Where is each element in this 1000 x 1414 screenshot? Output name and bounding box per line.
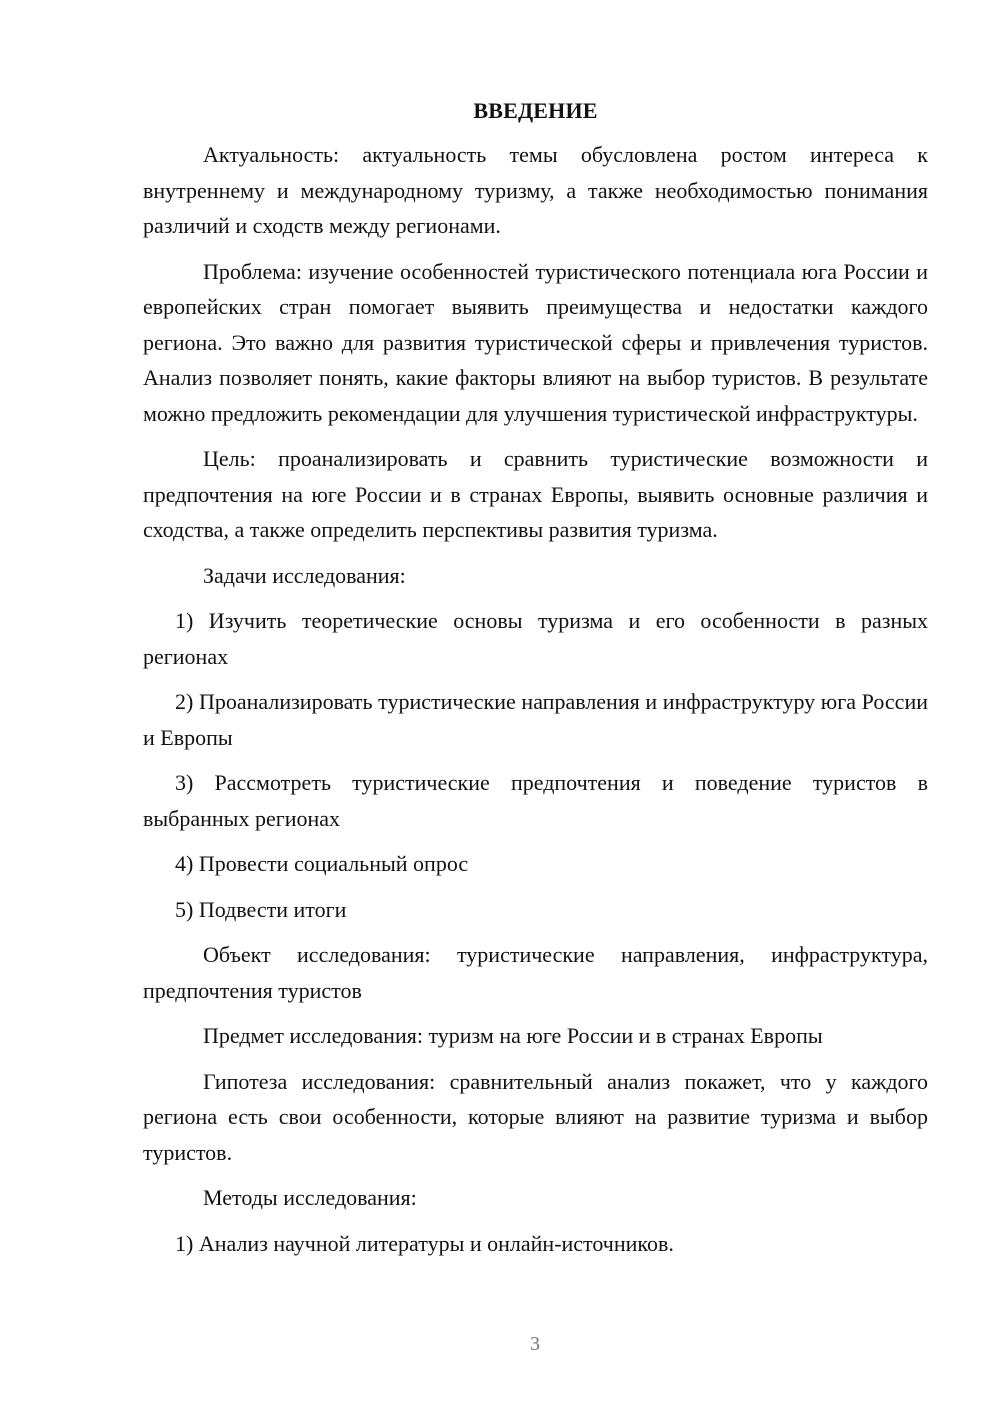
task-item: 3) Рассмотреть туристические предпочтения и поведение туристов в выбранных регионах bbox=[143, 770, 928, 831]
task-item: 2) Проанализировать туристические направления и инфраструктуру юга России и Европы bbox=[143, 689, 928, 750]
object-paragraph: Объект исследования: туристические направления, инфраструктура, предпочтения туристов bbox=[143, 942, 928, 1003]
page-number: 3 bbox=[530, 1333, 540, 1355]
goal-paragraph: Цель: проанализировать и сравнить туристические возможности и предпочтения на юге России и в странах Европы, выявить основные различия и сходства, а также определить перспективы развития туризма. bbox=[143, 446, 928, 542]
subject-paragraph: Предмет исследования: туризм на юге России и в странах Европы bbox=[203, 1023, 823, 1048]
method-item: 1) Анализ научной литературы и онлайн-источников. bbox=[175, 1230, 674, 1256]
problem-paragraph: Проблема: изучение особенностей туристического потенциала юга России и европейских стран помогает выявить преимущества и недостатки каждого региона. Это важно для развития туристической сферы и привлечения туристов. Анализ позволяет понять, какие факторы влияют на выбор туристов. В результате можно предложить рекомендации для улучшения туристической инфраструктуры. bbox=[143, 258, 928, 426]
section-heading: ВВЕДЕНИЕ bbox=[473, 98, 598, 123]
document-body bbox=[143, 95, 928, 1271]
task-item: 1) Изучить теоретические основы туризма и его особенности в разных регионах bbox=[143, 608, 928, 669]
relevance-paragraph: Актуальность: актуальность темы обусловлена ростом интереса к внутреннему и международному туризму, а также необходимостью понимания различий и сходств между регионами. bbox=[143, 142, 928, 238]
methods-title: Методы исследования: bbox=[203, 1185, 417, 1210]
tasks-title: Задачи исследования: bbox=[203, 562, 406, 588]
task-item: 4) Провести социальный опрос bbox=[175, 851, 469, 876]
task-item: 5) Подвести итоги bbox=[175, 896, 347, 922]
hypothesis-paragraph: Гипотеза исследования: сравнительный анализ покажет, что у каждого региона есть свои особенности, которые влияют на развитие туризма и выбор туристов. bbox=[143, 1068, 928, 1165]
